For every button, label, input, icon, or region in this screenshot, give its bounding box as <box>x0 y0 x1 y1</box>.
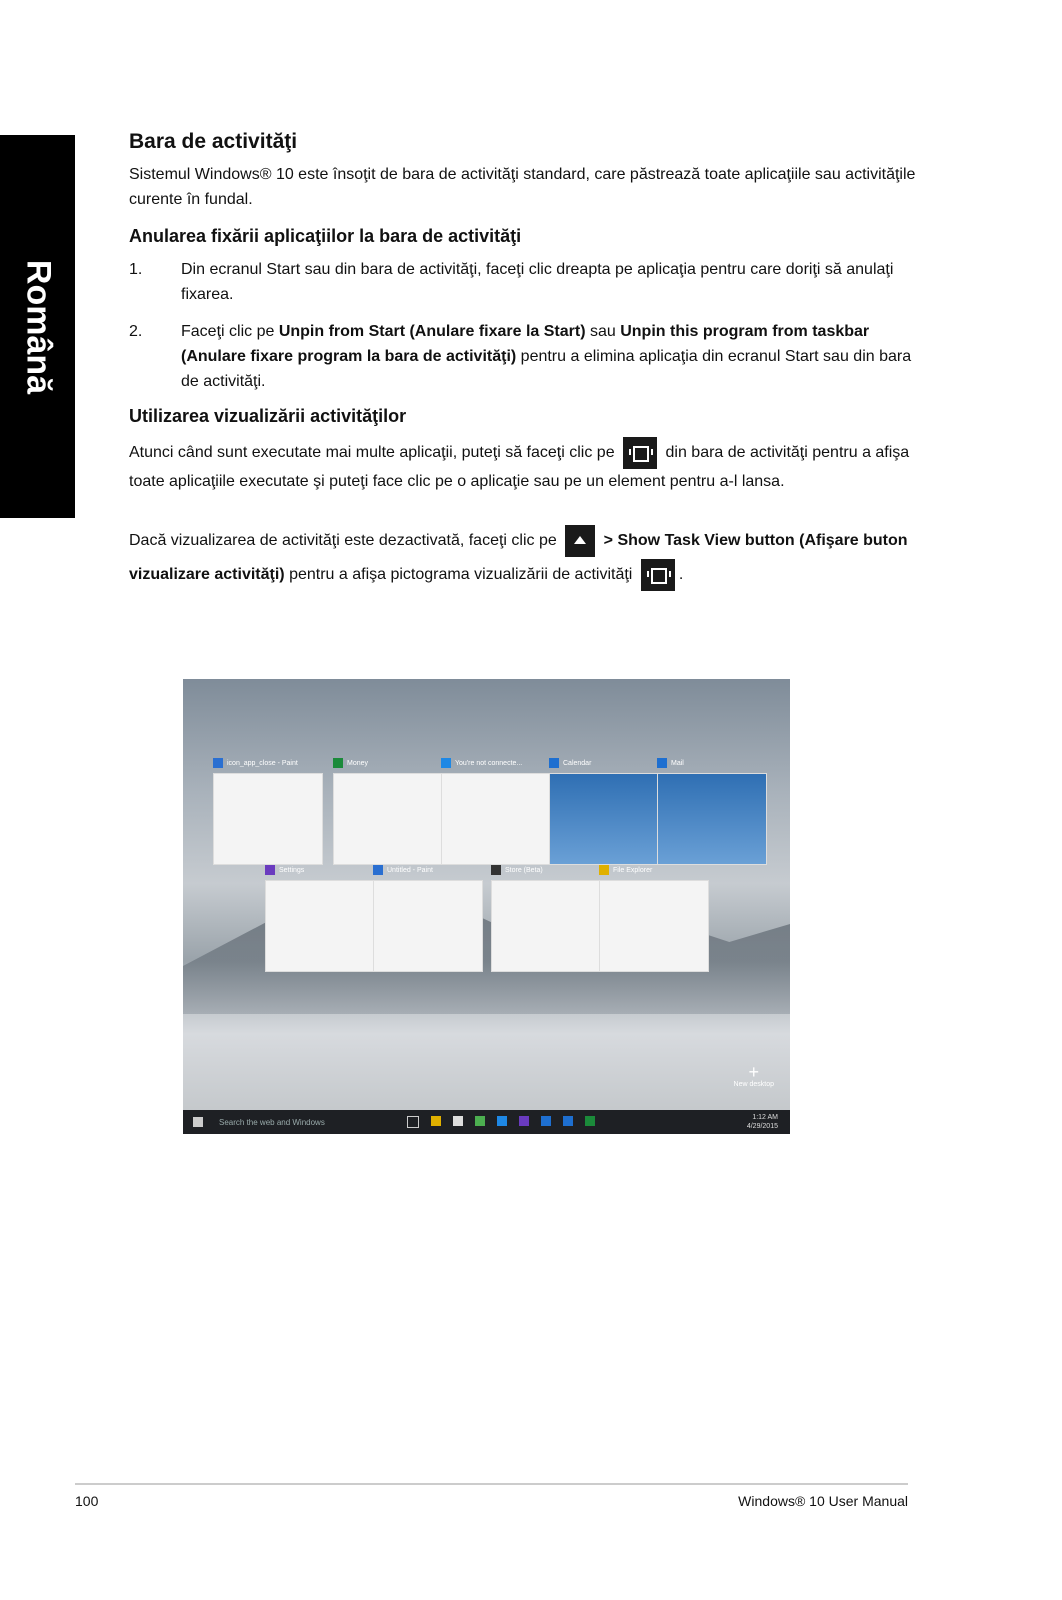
clock-date: 4/29/2015 <box>746 1123 778 1130</box>
language-tab <box>0 135 75 518</box>
app-icon <box>599 865 609 875</box>
thumb-title: You're not connecte... <box>455 759 523 767</box>
thumb-title: Money <box>347 759 369 767</box>
page-number: 100 <box>75 1493 99 1509</box>
step-number: 2. <box>129 323 143 340</box>
settings-icon[interactable] <box>519 1116 529 1126</box>
thumb-title: Untitled - Paint <box>387 866 433 874</box>
text: din bara de activităţi pentru a afişa toate aplicaţiile executate şi puteţi face clic pe o aplicaţie sau pe un element pentru a-l lansa. <box>129 444 910 490</box>
taskbar <box>183 1110 790 1134</box>
step-text: Faceţi clic pe <box>181 323 279 340</box>
app-thumbnail[interactable] <box>599 862 709 972</box>
taskview-paragraph-1 <box>129 437 929 494</box>
text: pentru a afişa pictograma vizualizării de activităţi <box>289 566 633 583</box>
app-icon <box>491 865 501 875</box>
app-thumbnail[interactable] <box>657 755 767 865</box>
text: . <box>678 566 684 583</box>
plus-icon: + <box>748 1062 760 1082</box>
text: Atunci când sunt executate mai multe aplicaţii, puteţi să faceţi clic pe <box>129 444 615 462</box>
task-view-icon[interactable] <box>407 1116 419 1128</box>
app-icon <box>265 865 275 875</box>
clock-time: 1:12 AM <box>752 1114 778 1121</box>
paint-icon[interactable] <box>475 1116 485 1126</box>
edge-icon[interactable] <box>497 1116 507 1126</box>
money-icon[interactable] <box>585 1116 595 1126</box>
app-thumbnail[interactable] <box>549 755 659 865</box>
task-view-screenshot <box>183 679 790 1134</box>
app-icon <box>333 758 343 768</box>
intro-text: Sistemul Windows® 10 este însoţit de bara de activităţi standard, care păstrează toate aplicaţiile sau activităţile curente în fundal. <box>129 166 916 208</box>
taskview-title: Utilizarea vizualizării activităţilor <box>129 406 407 426</box>
new-desktop-button[interactable] <box>734 1063 774 1088</box>
app-thumbnail[interactable] <box>491 862 601 972</box>
step-text: Din ecranul Start sau din bara de activităţi, faceţi clic dreapta pe aplicaţia pentru care doriţi să anulaţi fixarea. <box>181 261 894 303</box>
app-thumbnail[interactable] <box>213 755 323 865</box>
thumb-title: File Explorer <box>613 866 653 874</box>
task-view-icon <box>623 437 657 469</box>
store-icon[interactable] <box>453 1116 463 1126</box>
file-explorer-icon[interactable] <box>431 1116 441 1126</box>
app-icon <box>657 758 667 768</box>
taskbar-icons <box>407 1116 595 1128</box>
step-bold: Unpin from Start (Anulare fixare la Start) <box>278 323 586 340</box>
thumb-title: Settings <box>279 866 305 874</box>
calendar-icon[interactable] <box>541 1116 551 1126</box>
step-bold: Unpin this program from taskbar (Anulare fixare program la bara de activităţi) <box>181 323 870 365</box>
taskview-paragraph-2 <box>129 524 929 592</box>
thumb-title: Store (Beta) <box>505 866 543 874</box>
main-content <box>129 130 929 592</box>
app-icon <box>213 758 223 768</box>
taskbar-search[interactable]: Search the web and Windows <box>219 1117 325 1127</box>
thumb-title: Mail <box>671 759 684 767</box>
list-item <box>129 257 929 307</box>
mail-icon[interactable] <box>563 1116 573 1126</box>
language-tab-label: Română <box>19 259 57 394</box>
step-text: pentru a elimina aplicaţia din ecranul Start sau din bara de activităţi. <box>181 348 912 390</box>
task-view-icon <box>641 559 675 591</box>
app-icon <box>441 758 451 768</box>
step-number: 1. <box>129 261 143 278</box>
app-thumbnail[interactable] <box>333 755 443 865</box>
app-thumbnail[interactable] <box>373 862 483 972</box>
windows-start-icon[interactable] <box>193 1117 203 1127</box>
manual-title: Windows® 10 User Manual <box>738 1493 908 1509</box>
app-thumbnail[interactable] <box>265 862 375 972</box>
new-desktop-label: New desktop <box>733 1081 774 1088</box>
thumb-title: Calendar <box>563 759 592 767</box>
show-hidden-icons-icon <box>565 525 595 557</box>
app-thumbnail[interactable] <box>441 755 551 865</box>
app-icon <box>373 865 383 875</box>
unpin-title: Anularea fixării aplicaţiilor la bara de activităţi <box>129 226 522 246</box>
list-item <box>129 319 929 394</box>
section-title: Bara de activităţi <box>129 130 298 153</box>
text: Dacă vizualizarea de activităţi este dezactivată, faceţi clic pe <box>129 532 557 549</box>
taskbar-clock[interactable] <box>747 1113 778 1131</box>
app-icon <box>549 758 559 768</box>
unpin-steps <box>129 257 929 394</box>
step-text: sau <box>585 323 621 340</box>
thumb-title: icon_app_close - Paint <box>227 759 298 767</box>
bold-text: > Show Task View button (Afişare buton vizualizare activităţi) <box>129 532 908 583</box>
footer-divider <box>75 1483 908 1485</box>
